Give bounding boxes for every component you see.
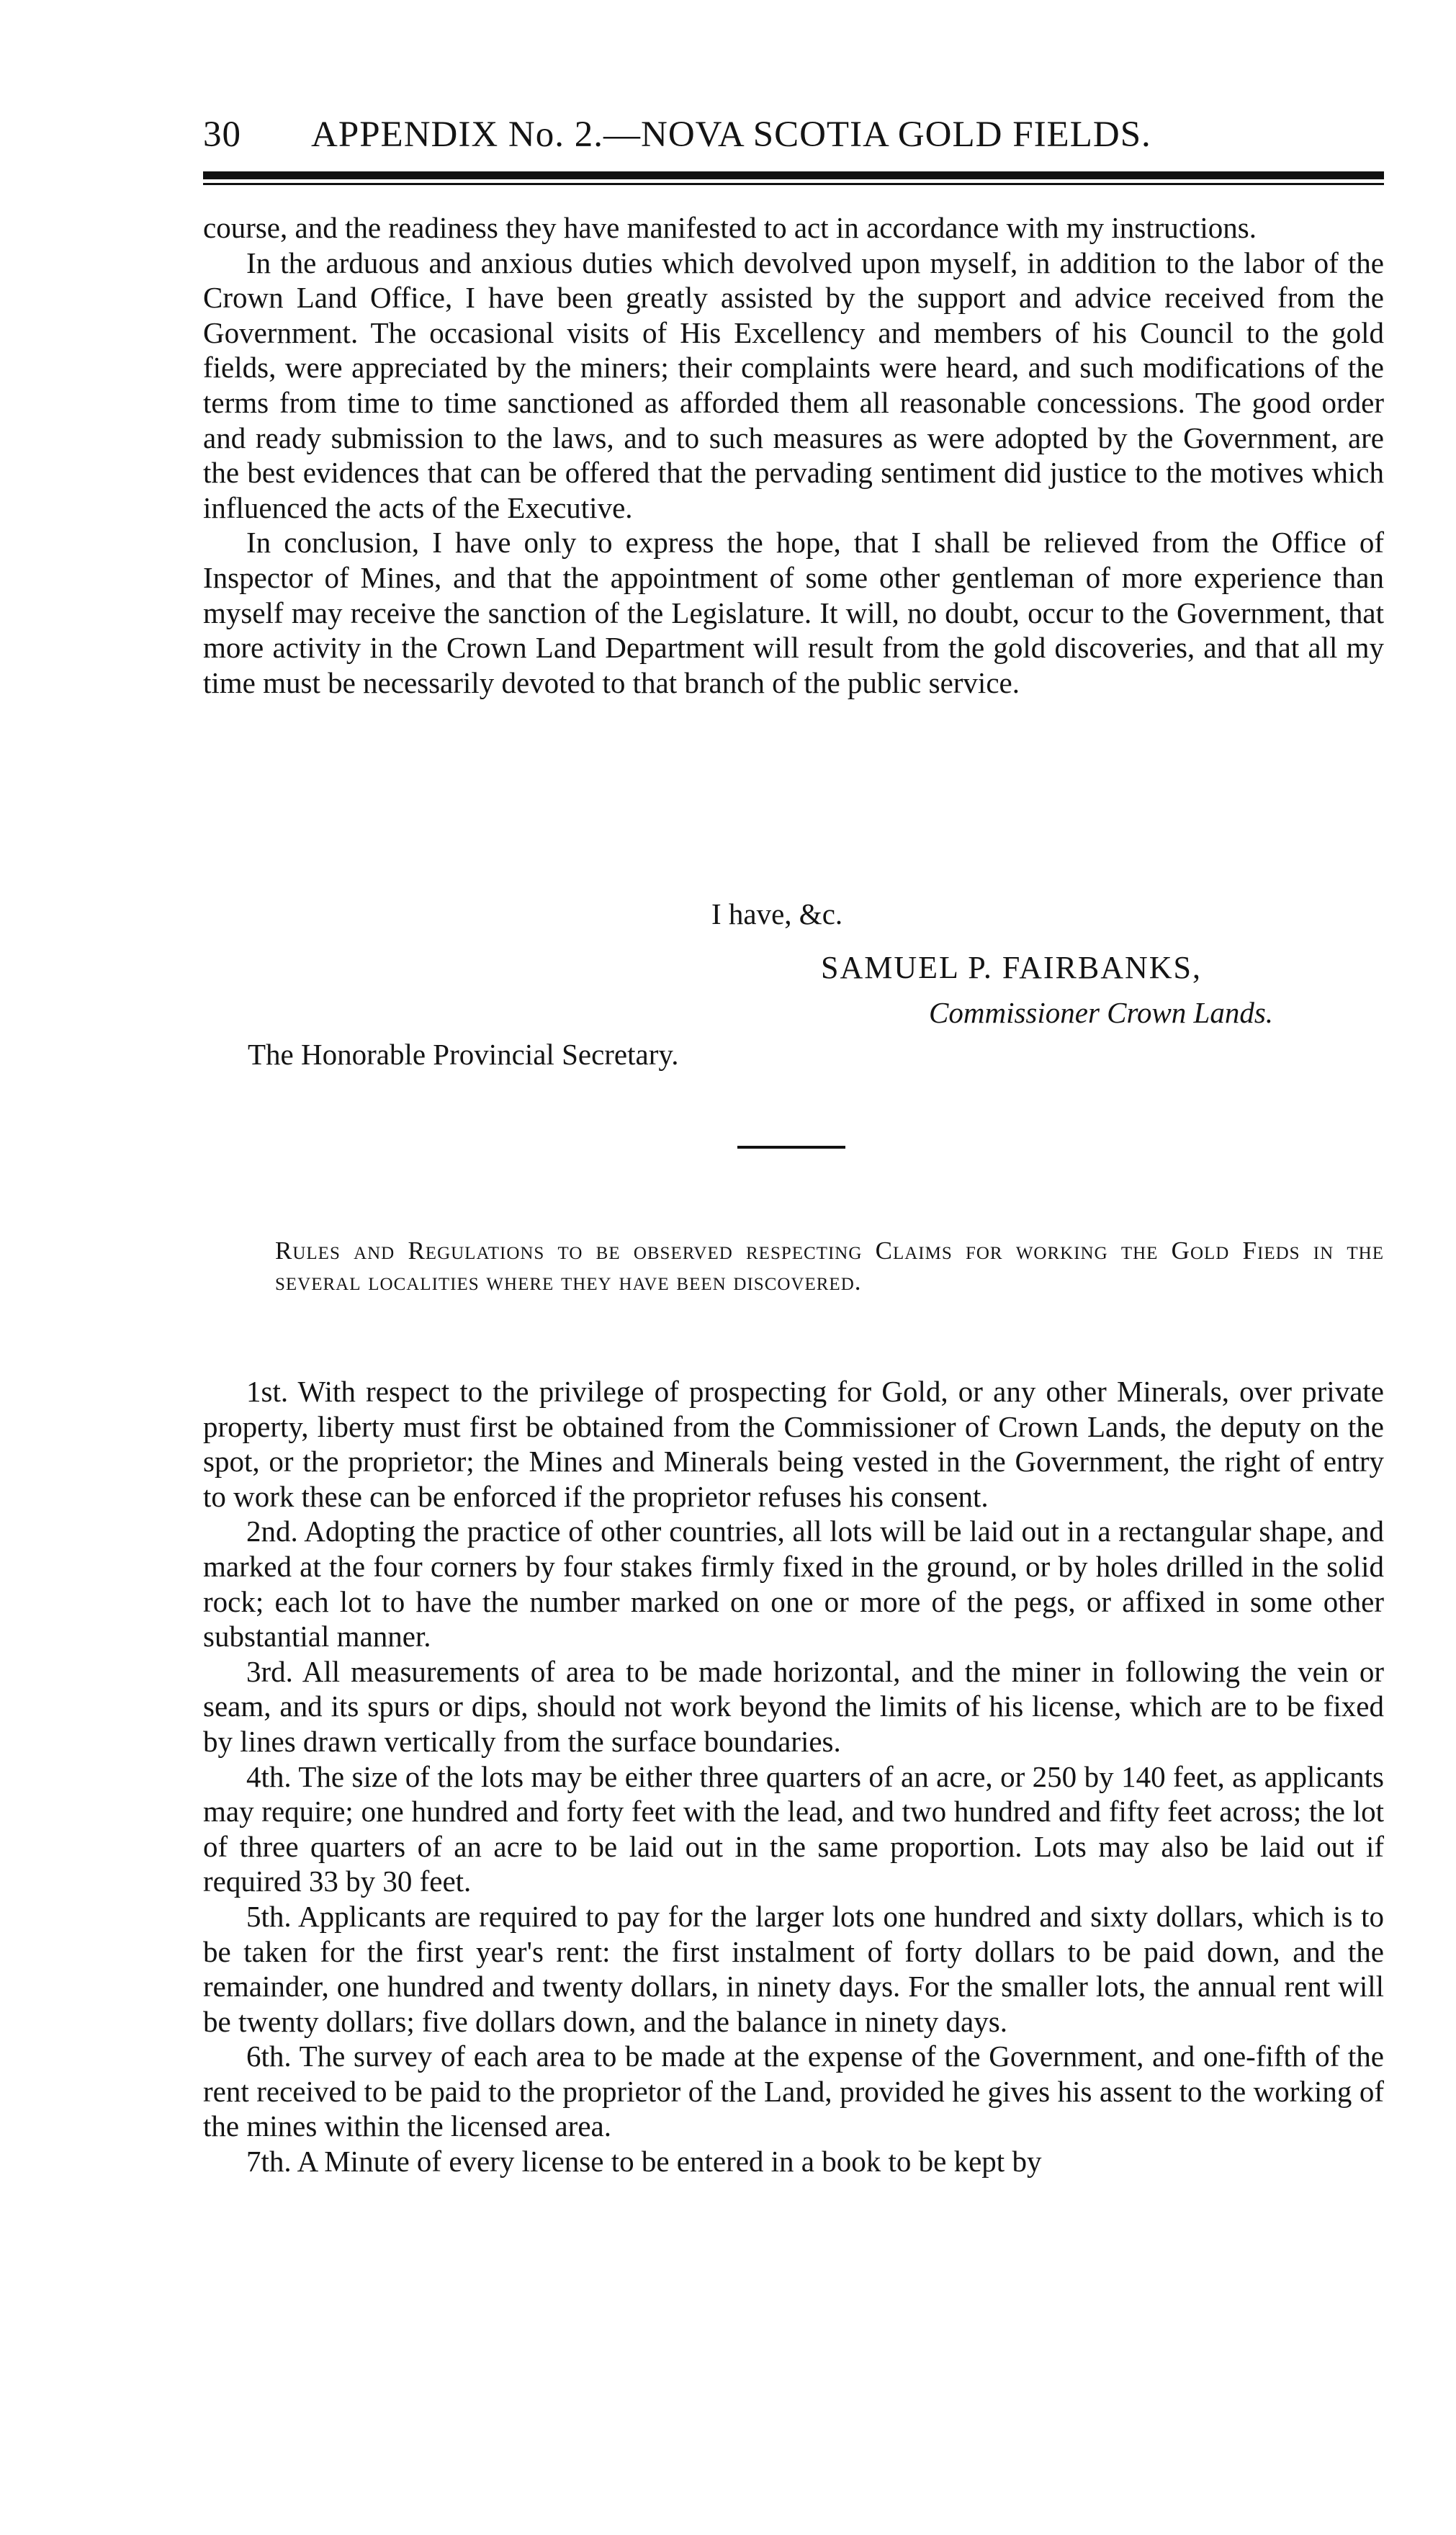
letter-closing: I have, &c. — [711, 897, 843, 930]
addressee: The Honorable Provincial Secretary. — [248, 1038, 679, 1071]
page-number: 30 — [203, 115, 241, 155]
rule-item: 3rd. All measurements of area to be made horizontal, and the miner in following the vein or seam, and its spurs or dips, should not work beyond the limits of his license, which are to be fixed by lines drawn vertically from the surface boundaries. — [203, 1654, 1384, 1758]
signature-title: Commissioner Crown Lands. — [929, 996, 1274, 1029]
rule-item: 7th. A Minute of every license to be entered in a book to be kept by — [246, 2145, 1042, 2179]
letter-paragraph: In the arduous and anxious duties which devolved upon myself, in addition to the labor of the Crown Land Office, I have been greatly assisted by the support and advice received from the Government. The occasional visits of His Excellency and members of his Council to the gold fields, were appreciated by the miners; their complaints were heard, and such modifications of the terms from time to time sanctioned as afforded them all reasonable concessions. The good order and ready submission to the laws, and to such measures as were adopted by the Government, are the best evidences that can be offered that the pervading sentiment did justice to the motives which influenced the acts of the Executive. — [203, 246, 1384, 524]
rules-heading: Rules and Regulations to be observed respecting Claims for working the Gold Fieds in the several localities where they have been discovered. — [275, 1237, 1384, 1296]
rule-item: 2nd. Adopting the practice of other countries, all lots will be laid out in a rectangular shape, and marked at the four corners by four stakes firmly fixed in the ground, or by holes drilled in the solid rock; each lot to have the number marked on one or more of the pegs, or affixed in some other substantial manner. — [203, 1515, 1384, 1654]
letter-paragraph: course, and the readiness they have manifested to act in accordance with my instructions. — [203, 211, 1257, 244]
rule-item: 6th. The survey of each area to be made at the expense of the Government, and one-fifth of the rent received to be paid to the proprietor of the Land, provided he gives his assent to the working of the mines within the licensed area. — [203, 2040, 1384, 2143]
section-divider — [737, 1146, 845, 1149]
signature-name: SAMUEL P. FAIRBANKS, — [821, 950, 1202, 985]
letter-body — [203, 210, 1384, 700]
rules-body — [203, 1374, 1384, 2179]
rule-item: 4th. The size of the lots may be either three quarters of an acre, or 250 by 140 feet, as applicants may require; one hundred and forty feet with the lead, and two hundred and fifty feet across; the lot of three quarters of an acre to be laid out in the same proportion. Lots may also be laid out if required 33 by 30 feet. — [203, 1759, 1384, 1898]
letter-paragraph: In conclusion, I have only to express the hope, that I shall be relieved from the Office of Inspector of Mines, and that the appointment of some other gentleman of more experience than myself may receive the sanction of the Legislature. It will, no doubt, occur to the Government, that more activity in the Crown Land Department will result from the gold discoveries, and that all my time must be necessarily devoted to that branch of the public service. — [203, 526, 1384, 699]
rule-item: 1st. With respect to the privilege of prospecting for Gold, or any other Minerals, over private property, liberty must first be obtained from the Commissioner of Crown Lands, the deputy on the spot, or the proprietor; the Mines and Minerals being vested in the Government, the right of entry to work these can be enforced if the proprietor refuses his consent. — [203, 1375, 1384, 1513]
page-title: APPENDIX No. 2.—NOVA SCOTIA GOLD FIELDS. — [311, 115, 1151, 155]
header-rule-thick — [203, 171, 1384, 179]
header-rule-thin — [203, 183, 1384, 185]
rule-item: 5th. Applicants are required to pay for the larger lots one hundred and sixty dollars, which is to be taken for the first year's rent: the first instalment of forty dollars to be paid down, and the remainder, one hundred and twenty dollars, in ninety days. For the smaller lots, the annual rent will be twenty dollars; five dollars down, and the balance in ninety days. — [203, 1899, 1384, 2038]
running-head — [203, 114, 1384, 171]
